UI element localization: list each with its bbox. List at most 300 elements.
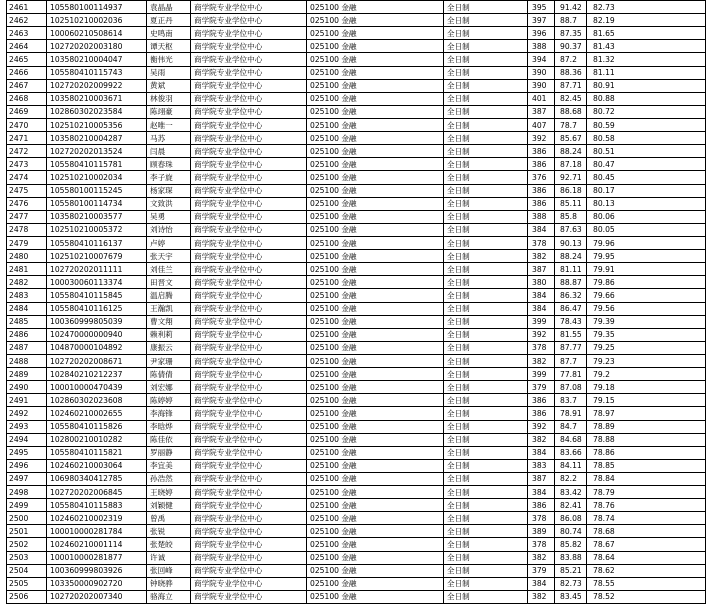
rank-cell: 2479: [7, 236, 47, 249]
table-body: [7, 1, 706, 604]
exam-score-cell: 394: [528, 53, 555, 66]
exam-score-cell: 390: [528, 79, 555, 92]
exam-score-cell: 387: [528, 105, 555, 118]
name-cell: 孙浩然: [147, 472, 191, 485]
rank-cell: 2497: [7, 472, 47, 485]
exam-id-cell: 106980340412785: [47, 472, 147, 485]
final-score-cell: 78.64: [587, 551, 706, 564]
study-mode-cell: 全日制: [444, 315, 528, 328]
exam-id-cell: 100360999805039: [47, 315, 147, 328]
study-mode-cell: 全日制: [444, 590, 528, 603]
exam-score-cell: 399: [528, 315, 555, 328]
study-mode-cell: 全日制: [444, 197, 528, 210]
name-cell: 闫晨: [147, 145, 191, 158]
exam-score-cell: 389: [528, 525, 555, 538]
final-score-cell: 78.84: [587, 472, 706, 485]
major-cell: 025100 金融: [307, 394, 444, 407]
table-row: [7, 381, 706, 394]
major-cell: 025100 金融: [307, 40, 444, 53]
exam-id-cell: 105580100115245: [47, 184, 147, 197]
major-cell: 025100 金融: [307, 53, 444, 66]
major-cell: 025100 金融: [307, 446, 444, 459]
exam-score-cell: 390: [528, 66, 555, 79]
department-cell: 商学院专业学位中心: [191, 433, 307, 446]
table-row: [7, 394, 706, 407]
interview-score-cell: 83.7: [555, 394, 587, 407]
exam-score-cell: 376: [528, 171, 555, 184]
department-cell: 商学院专业学位中心: [191, 250, 307, 263]
name-cell: 陈翊豪: [147, 105, 191, 118]
interview-score-cell: 86.08: [555, 512, 587, 525]
major-cell: 025100 金融: [307, 132, 444, 145]
major-cell: 025100 金融: [307, 433, 444, 446]
exam-score-cell: 382: [528, 354, 555, 367]
final-score-cell: 78.52: [587, 590, 706, 603]
exam-score-cell: 395: [528, 1, 555, 14]
major-cell: 025100 金融: [307, 236, 444, 249]
final-score-cell: 78.62: [587, 564, 706, 577]
interview-score-cell: 85.11: [555, 197, 587, 210]
major-cell: 025100 金融: [307, 92, 444, 105]
exam-id-cell: 100010000281877: [47, 551, 147, 564]
major-cell: 025100 金融: [307, 407, 444, 420]
department-cell: 商学院专业学位中心: [191, 263, 307, 276]
major-cell: 025100 金融: [307, 184, 444, 197]
final-score-cell: 79.91: [587, 263, 706, 276]
study-mode-cell: 全日制: [444, 354, 528, 367]
name-cell: 赵唯一: [147, 118, 191, 131]
exam-id-cell: 100030060113374: [47, 276, 147, 289]
department-cell: 商学院专业学位中心: [191, 79, 307, 92]
interview-score-cell: 87.63: [555, 223, 587, 236]
department-cell: 商学院专业学位中心: [191, 276, 307, 289]
exam-score-cell: 384: [528, 289, 555, 302]
department-cell: 商学院专业学位中心: [191, 132, 307, 145]
name-cell: 顾春珠: [147, 158, 191, 171]
exam-id-cell: 102860302023584: [47, 105, 147, 118]
interview-score-cell: 82.45: [555, 92, 587, 105]
department-cell: 商学院专业学位中心: [191, 302, 307, 315]
final-score-cell: 78.76: [587, 499, 706, 512]
major-cell: 025100 金融: [307, 14, 444, 27]
study-mode-cell: 全日制: [444, 66, 528, 79]
exam-score-cell: 384: [528, 223, 555, 236]
rank-cell: 2494: [7, 433, 47, 446]
table-row: [7, 276, 706, 289]
table-row: [7, 499, 706, 512]
interview-score-cell: 83.66: [555, 446, 587, 459]
final-score-cell: 79.25: [587, 341, 706, 354]
interview-score-cell: 78.43: [555, 315, 587, 328]
table-row: [7, 197, 706, 210]
department-cell: 商学院专业学位中心: [191, 564, 307, 577]
name-cell: 马苏: [147, 132, 191, 145]
table-row: [7, 564, 706, 577]
rank-cell: 2500: [7, 512, 47, 525]
name-cell: 衡伟光: [147, 53, 191, 66]
rank-cell: 2482: [7, 276, 47, 289]
name-cell: 刘诗怡: [147, 223, 191, 236]
department-cell: 商学院专业学位中心: [191, 27, 307, 40]
exam-id-cell: 102840210212237: [47, 368, 147, 381]
rank-cell: 2467: [7, 79, 47, 92]
exam-id-cell: 105580100114937: [47, 1, 147, 14]
major-cell: 025100 金融: [307, 341, 444, 354]
name-cell: 尹家珊: [147, 354, 191, 367]
exam-id-cell: 102510210002034: [47, 171, 147, 184]
exam-score-cell: 379: [528, 564, 555, 577]
table-row: [7, 590, 706, 603]
department-cell: 商学院专业学位中心: [191, 459, 307, 472]
study-mode-cell: 全日制: [444, 1, 528, 14]
table-row: [7, 145, 706, 158]
interview-score-cell: 88.36: [555, 66, 587, 79]
exam-score-cell: 384: [528, 486, 555, 499]
rank-cell: 2488: [7, 354, 47, 367]
interview-score-cell: 78.91: [555, 407, 587, 420]
major-cell: 025100 金融: [307, 486, 444, 499]
table-row: [7, 236, 706, 249]
name-cell: 张楚皎: [147, 538, 191, 551]
major-cell: 025100 金融: [307, 27, 444, 40]
department-cell: 商学院专业学位中心: [191, 210, 307, 223]
interview-score-cell: 85.8: [555, 210, 587, 223]
exam-score-cell: 392: [528, 420, 555, 433]
interview-score-cell: 86.47: [555, 302, 587, 315]
exam-id-cell: 100060210508614: [47, 27, 147, 40]
rank-cell: 2484: [7, 302, 47, 315]
interview-score-cell: 88.7: [555, 14, 587, 27]
interview-score-cell: 88.87: [555, 276, 587, 289]
exam-id-cell: 102720202007340: [47, 590, 147, 603]
major-cell: 025100 金融: [307, 118, 444, 131]
interview-score-cell: 91.42: [555, 1, 587, 14]
study-mode-cell: 全日制: [444, 446, 528, 459]
name-cell: 李宜美: [147, 459, 191, 472]
rank-cell: 2473: [7, 158, 47, 171]
exam-id-cell: 102720202003180: [47, 40, 147, 53]
name-cell: 谭天枢: [147, 40, 191, 53]
study-mode-cell: 全日制: [444, 499, 528, 512]
name-cell: 陈婷婷: [147, 394, 191, 407]
major-cell: 025100 金融: [307, 171, 444, 184]
study-mode-cell: 全日制: [444, 341, 528, 354]
study-mode-cell: 全日制: [444, 118, 528, 131]
name-cell: 刘颖健: [147, 499, 191, 512]
final-score-cell: 79.35: [587, 328, 706, 341]
major-cell: 025100 金融: [307, 577, 444, 590]
name-cell: 罗丽静: [147, 446, 191, 459]
final-score-cell: 80.72: [587, 105, 706, 118]
exam-id-cell: 102720202009922: [47, 79, 147, 92]
rank-cell: 2486: [7, 328, 47, 341]
interview-score-cell: 87.7: [555, 354, 587, 367]
exam-id-cell: 102510210002036: [47, 14, 147, 27]
exam-id-cell: 105580410116137: [47, 236, 147, 249]
table-row: [7, 538, 706, 551]
name-cell: 曹文翔: [147, 315, 191, 328]
interview-score-cell: 80.74: [555, 525, 587, 538]
study-mode-cell: 全日制: [444, 486, 528, 499]
study-mode-cell: 全日制: [444, 577, 528, 590]
table-row: [7, 27, 706, 40]
department-cell: 商学院专业学位中心: [191, 1, 307, 14]
exam-score-cell: 378: [528, 236, 555, 249]
interview-score-cell: 86.32: [555, 289, 587, 302]
table-row: [7, 92, 706, 105]
interview-score-cell: 81.11: [555, 263, 587, 276]
department-cell: 商学院专业学位中心: [191, 407, 307, 420]
exam-score-cell: 397: [528, 14, 555, 27]
exam-score-cell: 401: [528, 92, 555, 105]
study-mode-cell: 全日制: [444, 368, 528, 381]
department-cell: 商学院专业学位中心: [191, 197, 307, 210]
name-cell: 刘佳兰: [147, 263, 191, 276]
rank-cell: 2503: [7, 551, 47, 564]
exam-score-cell: 378: [528, 341, 555, 354]
exam-id-cell: 105580410115883: [47, 499, 147, 512]
name-cell: 曾禹: [147, 512, 191, 525]
exam-id-cell: 102720202011111: [47, 263, 147, 276]
exam-score-cell: 386: [528, 499, 555, 512]
study-mode-cell: 全日制: [444, 223, 528, 236]
table-row: [7, 472, 706, 485]
exam-score-cell: 386: [528, 197, 555, 210]
table-row: [7, 250, 706, 263]
exam-score-cell: 386: [528, 394, 555, 407]
study-mode-cell: 全日制: [444, 158, 528, 171]
interview-score-cell: 85.21: [555, 564, 587, 577]
department-cell: 商学院专业学位中心: [191, 446, 307, 459]
rank-cell: 2490: [7, 381, 47, 394]
final-score-cell: 78.86: [587, 446, 706, 459]
final-score-cell: 79.15: [587, 394, 706, 407]
exam-score-cell: 386: [528, 407, 555, 420]
major-cell: 025100 金融: [307, 525, 444, 538]
interview-score-cell: 84.68: [555, 433, 587, 446]
exam-score-cell: 407: [528, 118, 555, 131]
exam-id-cell: 105580410115821: [47, 446, 147, 459]
major-cell: 025100 金融: [307, 354, 444, 367]
department-cell: 商学院专业学位中心: [191, 499, 307, 512]
exam-id-cell: 102470000000940: [47, 328, 147, 341]
interview-score-cell: 84.7: [555, 420, 587, 433]
study-mode-cell: 全日制: [444, 263, 528, 276]
final-score-cell: 78.67: [587, 538, 706, 551]
exam-score-cell: 382: [528, 551, 555, 564]
name-cell: 钟晓骅: [147, 577, 191, 590]
rank-cell: 2474: [7, 171, 47, 184]
major-cell: 025100 金融: [307, 499, 444, 512]
exam-id-cell: 102460210001114: [47, 538, 147, 551]
exam-id-cell: 100360999803926: [47, 564, 147, 577]
exam-score-cell: 382: [528, 250, 555, 263]
interview-score-cell: 85.82: [555, 538, 587, 551]
study-mode-cell: 全日制: [444, 184, 528, 197]
name-cell: 文致洪: [147, 197, 191, 210]
exam-score-cell: 387: [528, 263, 555, 276]
table-row: [7, 328, 706, 341]
department-cell: 商学院专业学位中心: [191, 53, 307, 66]
exam-score-cell: 392: [528, 328, 555, 341]
final-score-cell: 79.66: [587, 289, 706, 302]
exam-score-cell: 386: [528, 145, 555, 158]
exam-score-cell: 386: [528, 184, 555, 197]
department-cell: 商学院专业学位中心: [191, 40, 307, 53]
table-row: [7, 407, 706, 420]
department-cell: 商学院专业学位中心: [191, 551, 307, 564]
department-cell: 商学院专业学位中心: [191, 171, 307, 184]
department-cell: 商学院专业学位中心: [191, 512, 307, 525]
department-cell: 商学院专业学位中心: [191, 66, 307, 79]
major-cell: 025100 金融: [307, 328, 444, 341]
table-row: [7, 577, 706, 590]
admission-results-table: [6, 0, 706, 604]
final-score-cell: 80.51: [587, 145, 706, 158]
department-cell: 商学院专业学位中心: [191, 472, 307, 485]
name-cell: 李晗烨: [147, 420, 191, 433]
study-mode-cell: 全日制: [444, 289, 528, 302]
name-cell: 王晓婷: [147, 486, 191, 499]
final-score-cell: 81.32: [587, 53, 706, 66]
final-score-cell: 82.73: [587, 1, 706, 14]
table-row: [7, 551, 706, 564]
table-row: [7, 446, 706, 459]
exam-id-cell: 102510210005356: [47, 118, 147, 131]
rank-cell: 2468: [7, 92, 47, 105]
exam-id-cell: 105580410115826: [47, 420, 147, 433]
study-mode-cell: 全日制: [444, 171, 528, 184]
name-cell: 杨家琛: [147, 184, 191, 197]
rank-cell: 2492: [7, 407, 47, 420]
name-cell: 许诚: [147, 551, 191, 564]
exam-id-cell: 105580410115743: [47, 66, 147, 79]
department-cell: 商学院专业学位中心: [191, 158, 307, 171]
exam-score-cell: 382: [528, 590, 555, 603]
table-row: [7, 66, 706, 79]
final-score-cell: 79.56: [587, 302, 706, 315]
department-cell: 商学院专业学位中心: [191, 394, 307, 407]
interview-score-cell: 87.18: [555, 158, 587, 171]
exam-id-cell: 102720202006845: [47, 486, 147, 499]
interview-score-cell: 90.13: [555, 236, 587, 249]
major-cell: 025100 金融: [307, 564, 444, 577]
final-score-cell: 78.79: [587, 486, 706, 499]
rank-cell: 2501: [7, 525, 47, 538]
interview-score-cell: 82.73: [555, 577, 587, 590]
study-mode-cell: 全日制: [444, 145, 528, 158]
exam-id-cell: 103580210003671: [47, 92, 147, 105]
exam-score-cell: 380: [528, 276, 555, 289]
final-score-cell: 82.19: [587, 14, 706, 27]
table-row: [7, 420, 706, 433]
department-cell: 商学院专业学位中心: [191, 354, 307, 367]
rank-cell: 2502: [7, 538, 47, 551]
table-row: [7, 1, 706, 14]
final-score-cell: 80.06: [587, 210, 706, 223]
name-cell: 李海锋: [147, 407, 191, 420]
final-score-cell: 80.88: [587, 92, 706, 105]
major-cell: 025100 金融: [307, 276, 444, 289]
rank-cell: 2487: [7, 341, 47, 354]
major-cell: 025100 金融: [307, 250, 444, 263]
department-cell: 商学院专业学位中心: [191, 14, 307, 27]
major-cell: 025100 金融: [307, 302, 444, 315]
rank-cell: 2462: [7, 14, 47, 27]
department-cell: 商学院专业学位中心: [191, 368, 307, 381]
table-row: [7, 171, 706, 184]
department-cell: 商学院专业学位中心: [191, 92, 307, 105]
exam-score-cell: 392: [528, 132, 555, 145]
rank-cell: 2470: [7, 118, 47, 131]
exam-id-cell: 105580410115781: [47, 158, 147, 171]
name-cell: 王瀚凯: [147, 302, 191, 315]
name-cell: 康振云: [147, 341, 191, 354]
study-mode-cell: 全日制: [444, 250, 528, 263]
table-row: [7, 79, 706, 92]
name-cell: 陈佳依: [147, 433, 191, 446]
interview-score-cell: 84.11: [555, 459, 587, 472]
department-cell: 商学院专业学位中心: [191, 105, 307, 118]
department-cell: 商学院专业学位中心: [191, 145, 307, 158]
final-score-cell: 80.47: [587, 158, 706, 171]
rank-cell: 2485: [7, 315, 47, 328]
study-mode-cell: 全日制: [444, 302, 528, 315]
name-cell: 陈倩倩: [147, 368, 191, 381]
table-row: [7, 40, 706, 53]
exam-score-cell: 386: [528, 158, 555, 171]
study-mode-cell: 全日制: [444, 420, 528, 433]
rank-cell: 2498: [7, 486, 47, 499]
study-mode-cell: 全日制: [444, 79, 528, 92]
major-cell: 025100 金融: [307, 590, 444, 603]
exam-score-cell: 383: [528, 459, 555, 472]
interview-score-cell: 90.37: [555, 40, 587, 53]
admission-results-sheet: [6, 0, 705, 604]
name-cell: 黄斌: [147, 79, 191, 92]
rank-cell: 2506: [7, 590, 47, 603]
study-mode-cell: 全日制: [444, 132, 528, 145]
exam-score-cell: 382: [528, 433, 555, 446]
interview-score-cell: 92.71: [555, 171, 587, 184]
table-row: [7, 53, 706, 66]
rank-cell: 2475: [7, 184, 47, 197]
exam-score-cell: 384: [528, 446, 555, 459]
department-cell: 商学院专业学位中心: [191, 315, 307, 328]
study-mode-cell: 全日制: [444, 53, 528, 66]
department-cell: 商学院专业学位中心: [191, 236, 307, 249]
exam-score-cell: 379: [528, 381, 555, 394]
table-row: [7, 263, 706, 276]
exam-id-cell: 103580210004287: [47, 132, 147, 145]
final-score-cell: 78.74: [587, 512, 706, 525]
department-cell: 商学院专业学位中心: [191, 525, 307, 538]
rank-cell: 2504: [7, 564, 47, 577]
final-score-cell: 79.39: [587, 315, 706, 328]
rank-cell: 2480: [7, 250, 47, 263]
name-cell: 林俊羽: [147, 92, 191, 105]
table-row: [7, 315, 706, 328]
final-score-cell: 78.88: [587, 433, 706, 446]
study-mode-cell: 全日制: [444, 381, 528, 394]
study-mode-cell: 全日制: [444, 433, 528, 446]
study-mode-cell: 全日制: [444, 394, 528, 407]
major-cell: 025100 金融: [307, 223, 444, 236]
exam-id-cell: 103350000902720: [47, 577, 147, 590]
final-score-cell: 80.45: [587, 171, 706, 184]
rank-cell: 2469: [7, 105, 47, 118]
study-mode-cell: 全日制: [444, 512, 528, 525]
